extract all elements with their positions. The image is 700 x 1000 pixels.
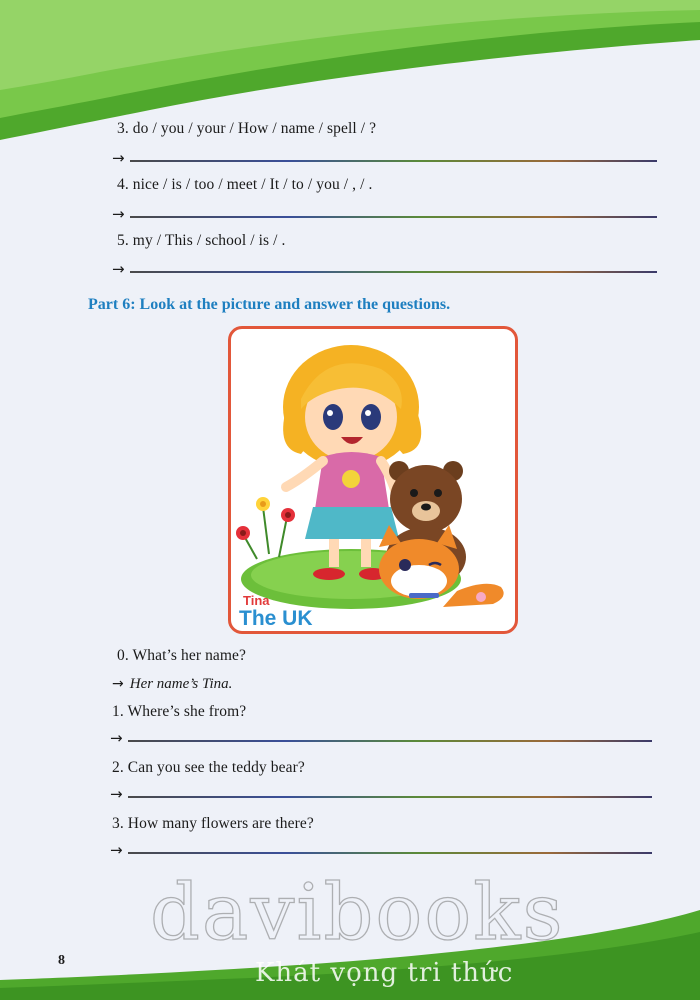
answer-rule (128, 740, 652, 742)
arrow-icon: → (112, 149, 125, 167)
answer-rule (130, 216, 657, 218)
part6-answer-line-2[interactable] (110, 785, 652, 805)
picture-frame (228, 326, 518, 634)
flower-icon (236, 526, 257, 559)
answer-line-4[interactable] (112, 205, 657, 225)
flower-icon (279, 508, 295, 557)
answer-line-5[interactable] (112, 260, 657, 280)
example-answer (112, 676, 232, 693)
part-6-title: Part 6: Look at the picture and answer the questions. (88, 296, 451, 313)
part6-question-3: 3. How many flowers are there? (112, 815, 314, 832)
picture-country-label: The UK (239, 607, 313, 630)
page-number: 8 (58, 953, 65, 968)
flower-icon (256, 497, 270, 554)
question-5-scrambled: 5. my / This / school / is / . (117, 232, 286, 249)
arrow-icon: → (110, 785, 123, 803)
answer-rule (128, 796, 652, 798)
example-question: 0. What’s her name? (117, 647, 247, 664)
watermark-slogan: Khát vọng tri thức (255, 958, 514, 988)
arrow-icon: → (112, 260, 125, 278)
part6-answer-line-1[interactable] (110, 729, 652, 749)
arrow-icon: → (112, 205, 125, 223)
answer-rule (128, 852, 652, 854)
answer-rule (130, 271, 657, 273)
part6-question-2: 2. Can you see the teddy bear? (112, 759, 305, 776)
answer-line-3[interactable] (112, 149, 657, 169)
arrow-icon: → (112, 676, 124, 692)
question-4-scrambled: 4. nice / is / too / meet / It / to / you / , / . (117, 176, 373, 193)
part6-answer-line-3[interactable] (110, 841, 652, 861)
watermark-logo: davibooks (150, 868, 565, 958)
arrow-icon: → (110, 729, 123, 747)
part6-question-1: 1. Where’s she from? (112, 703, 247, 720)
arrow-icon: → (110, 841, 123, 859)
question-3-scrambled: 3. do / you / your / How / name / spell / ? (117, 120, 377, 137)
answer-rule (130, 160, 657, 162)
example-answer-text: Her name’s Tina. (129, 676, 233, 692)
girl-bear-cat-illustration (231, 329, 515, 631)
picture-name-label: Tina (243, 593, 270, 608)
